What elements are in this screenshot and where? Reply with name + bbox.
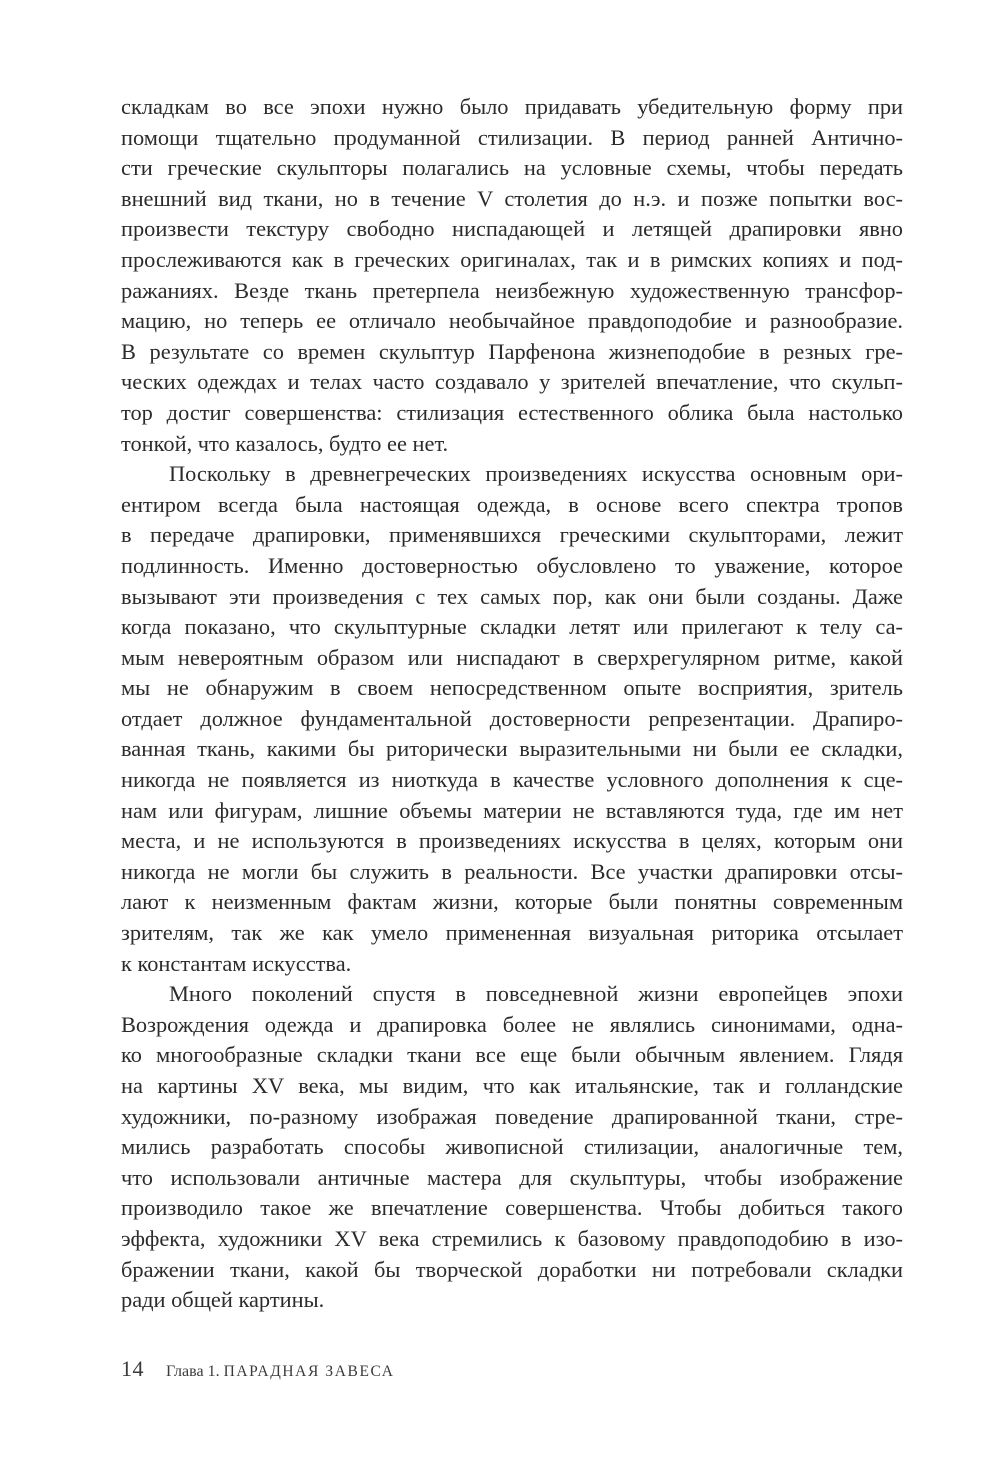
text-line: производило такое же впечатление совершенства. Чтобы добиться такого <box>121 1195 903 1221</box>
text-line: ко многообразные складки ткани все еще были обычным явлением. Глядя <box>121 1042 903 1068</box>
chapter-title: ПАРАДНАЯ ЗАВЕСА <box>223 1363 395 1380</box>
text-line: мы не обнаружим в своем непосредственном опыте восприятия, зритель <box>121 675 903 701</box>
paragraph <box>121 459 903 979</box>
text-line: внешний вид ткани, но в течение V столетия до н.э. и позже попытки вос- <box>121 185 903 211</box>
text-line: ради общей картины. <box>121 1287 325 1313</box>
text-line: что использовали античные мастера для скульптуры, чтобы изображение <box>121 1164 903 1190</box>
text-line: Поскольку в древнегреческих произведениях искусства основным ори- <box>169 461 903 487</box>
text-line: в передаче драпировки, применявшихся греческими скульпторами, лежит <box>121 522 903 548</box>
body-text <box>121 92 903 1316</box>
text-line: мым невероятным образом или ниспадают в сверхрегулярном ритме, какой <box>121 644 903 670</box>
chapter-label: Глава 1. <box>166 1363 220 1380</box>
page-footer <box>121 1356 395 1386</box>
text-line: тонкой, что казалось, будто ее нет. <box>121 430 449 456</box>
text-line: отдает должное фундаментальной достоверности репрезентации. Драпиро- <box>121 705 903 731</box>
text-line: никогда не могли бы служить в реальности. Все участки драпировки отсы- <box>121 858 903 884</box>
text-line: нам или фигурам, лишние объемы материи не вставляются туда, где им нет <box>121 797 903 823</box>
text-line: бражении ткани, какой бы творческой доработки ни потребовали складки <box>121 1256 903 1282</box>
text-line: ражаниях. Везде ткань претерпела неизбежную художественную трансфор- <box>121 277 903 303</box>
text-line: к константам искусства. <box>121 950 352 976</box>
page-number: 14 <box>121 1356 144 1381</box>
text-line: ванная ткань, какими бы риторически выразительными ни были ее складки, <box>121 736 903 762</box>
text-line: места, и не используются в произведениях искусства в целях, которым они <box>121 828 903 854</box>
text-line: складкам во все эпохи нужно было придавать убедительную форму при <box>121 94 903 119</box>
paragraph <box>121 92 903 459</box>
text-line: произвести текстуру свободно ниспадающей и летящей драпировки явно <box>121 216 903 242</box>
text-line: сти греческие скульпторы полагались на условные схемы, чтобы передать <box>121 155 903 181</box>
text-line: мились разработать способы живописной стилизации, аналогичные тем, <box>121 1134 903 1160</box>
paragraph <box>121 979 903 1316</box>
text-line: на картины XV века, мы видим, что как итальянские, так и голландские <box>121 1073 903 1098</box>
text-line: ентиром всегда была настоящая одежда, в основе всего спектра тропов <box>121 491 903 517</box>
text-line: Много поколений спустя в повседневной жизни европейцев эпохи <box>169 981 903 1007</box>
text-line: вызывают эти произведения с тех самых пор, как они были созданы. Даже <box>121 583 903 609</box>
text-line: когда показано, что скульптурные складки летят или прилегают к телу са- <box>121 614 903 640</box>
running-head <box>166 1363 395 1381</box>
text-line: тор достиг совершенства: стилизация естественного облика была настолько <box>121 399 903 425</box>
text-line: В результате со времен скульптур Парфенона жизнеподобие в резных гре- <box>121 338 903 364</box>
text-line: лают к неизменным фактам жизни, которые были понятны современным <box>121 889 903 915</box>
text-line: ческих одеждах и телах часто создавало у зрителей впечатление, что скульп- <box>121 369 903 395</box>
text-line: художники, по-разному изображая поведение драпированной ткани, стре- <box>121 1103 903 1129</box>
text-line: мацию, но теперь ее отличало необычайное правдоподобие и разнообразие. <box>121 308 903 334</box>
text-line: Возрождения одежда и драпировка более не являлись синонимами, одна- <box>121 1011 903 1037</box>
text-line: эффекта, художники XV века стремились к базовому правдоподобию в изо- <box>121 1225 903 1251</box>
text-line: зрителям, так же как умело примененная визуальная риторика отсылает <box>121 920 903 946</box>
text-line: никогда не появляется из ниоткуда в качестве условного дополнения к сце- <box>121 767 903 793</box>
text-line: прослеживаются как в греческих оригиналах, так и в римских копиях и под- <box>121 246 903 272</box>
text-line: подлинность. Именно достоверностью обусловлено то уважение, которое <box>121 552 903 578</box>
text-line: помощи тщательно продуманной стилизации. В период ранней Антично- <box>121 124 903 150</box>
